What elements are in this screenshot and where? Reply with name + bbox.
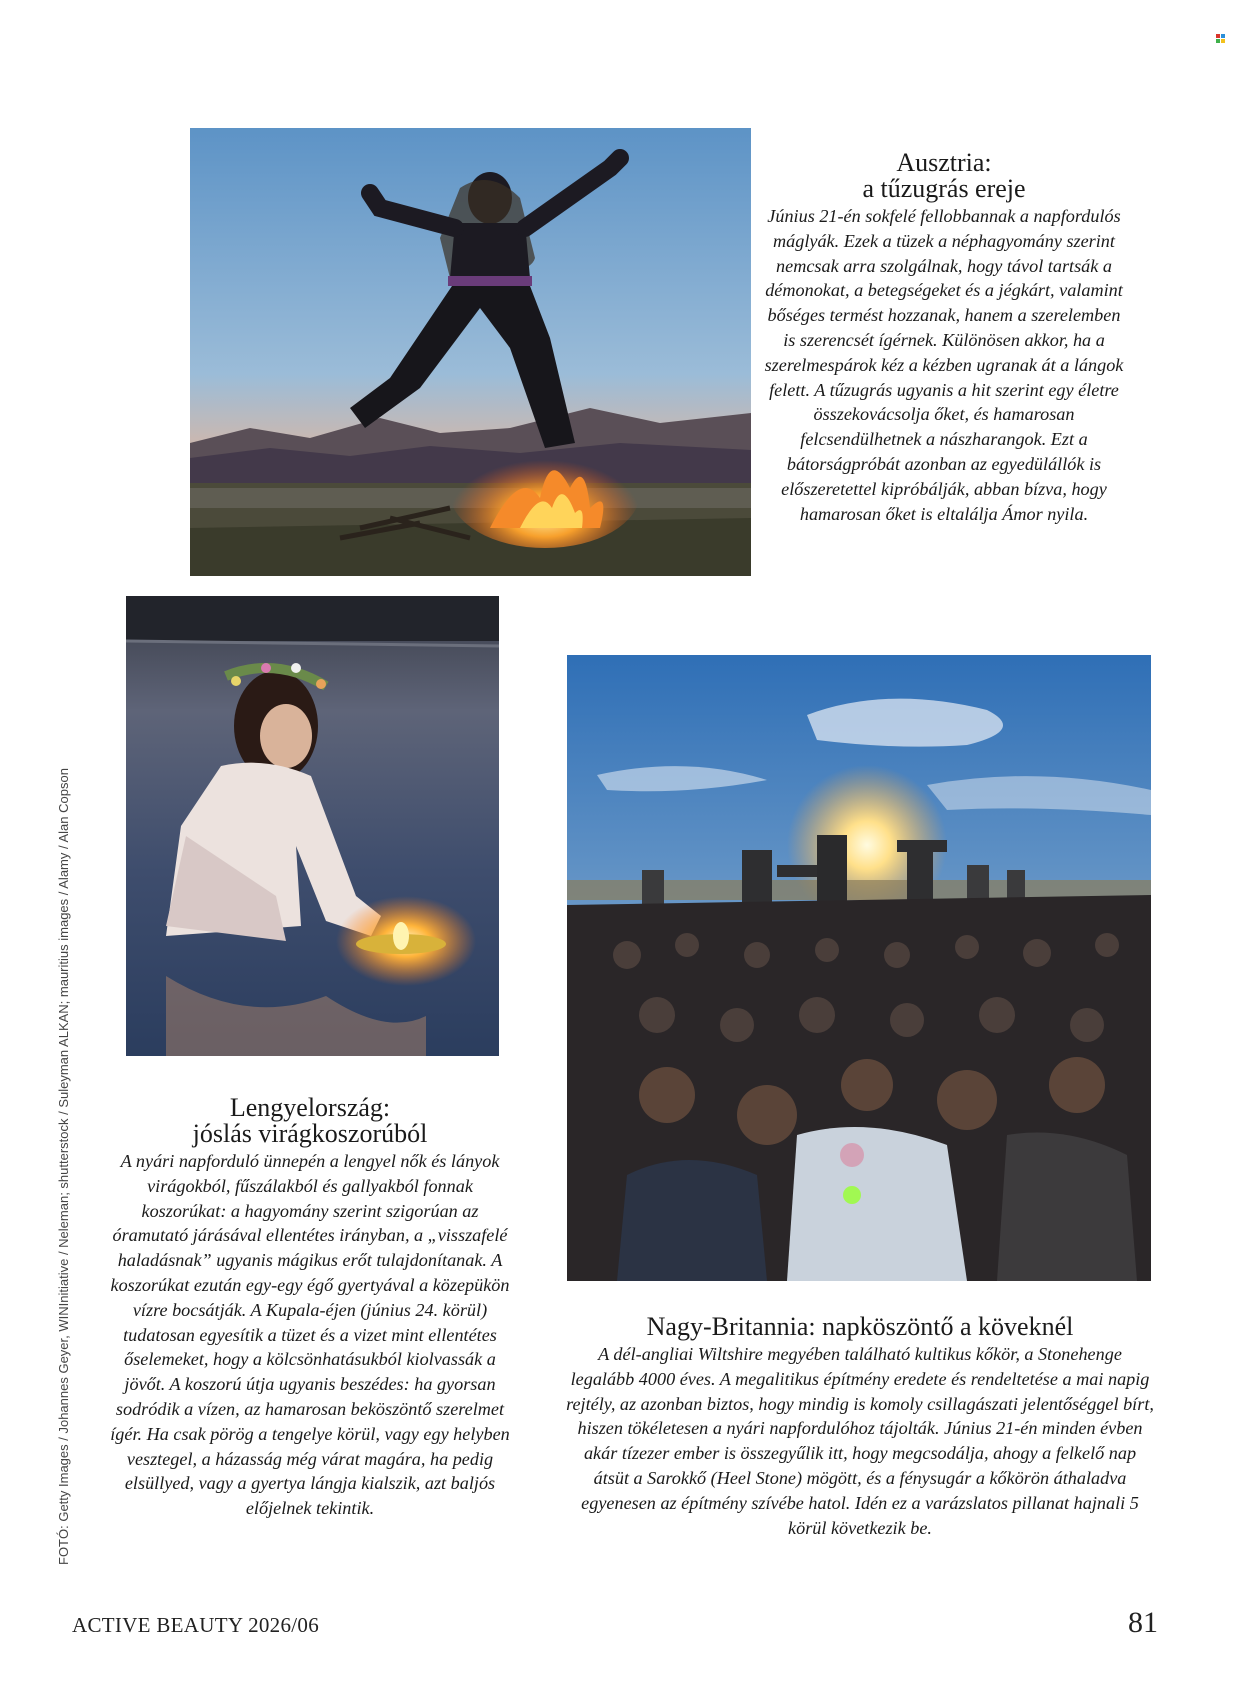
article-britain [565,1314,1155,1540]
footer-page-number: 81 [1128,1606,1158,1639]
photo-stonehenge [567,655,1151,1281]
footer-magazine: ACTIVE BEAUTY 2026/06 [72,1613,319,1637]
britain-body: A dél-angliai Wiltshire megyében található kultikus kőkör, a Stonehenge legalább 4000 éves. A megalitikus építmény eredete és rendeltetése a mai napig rejtély, az azonban biztos, hogy mindig is komoly csillagászati jelentőséggel bírt, hiszen tökéletesen a nyári napfordulóhoz tájolták. Június 21-én minden évben akár tízezer ember is összegyűlik itt, hogy megcsodálja, ahogy a felkelő nap átsüt a Sarokkő (Heel Stone) mögött, és a fénysugár a kőkörön áthaladva egyenesen az építmény szívébe hatol. Idén ez a varázslatos pillanat hajnali 5 körül következik be. [566,1344,1154,1538]
photo-fire-jump [190,128,751,576]
austria-title-line2: a tűzugrás ereje [862,174,1026,203]
poland-title-line1: Lengyelország: [229,1093,391,1122]
britain-title: Nagy-Britannia: napköszöntő a köveknél [646,1312,1074,1341]
poland-title-line2: jóslás virágkoszorúból [192,1119,428,1148]
photo-credit: FOTÓ: Getty Images / Johannes Geyer, WINInitiative / Neleman; shutterstock / Suleyman ALKAN; mauritius images / Alamy / Alan Copson [56,768,71,1565]
photo-wreath-lake [126,596,499,1056]
article-austria [764,150,1124,526]
article-poland [110,1095,510,1521]
austria-body: Június 21-én sokfelé fellobbannak a napfordulós máglyák. Ezek a tüzek a néphagyomány szerint nemcsak arra szolgálnak, hogy távol tartsák a démonokat, a betegségeket és a jégkárt, valamint bőséges termést hozzanak, hanem a szerelemben is szerencsét ígérnek. Különösen akkor, ha a szerelmespárok kéz a kézben ugranak át a lángok felett. A tűzugrás ugyanis a hit szerint egy életre összekovácsolja őket, és hamarosan felcsendülhetnek a nászharangok. Ezt a bátorságpróbát azonban az egyedülállók is előszeretettel kipróbálják, abban bízva, hogy hamarosan őket is eltalálja Ámor nyila. [764,206,1124,524]
poland-body: A nyári napforduló ünnepén a lengyel nők és lányok virágokból, fűszálakból és gallyakból fonnak koszorúkat: a hagyomány szerint szigorúan az óramutató járásával ellentétes irányban, a „visszafelé haladásnak” ugyanis mágikus erőt tulajdonítanak. A koszorúkat ezután egy-egy égő gyertyával a közepükön vízre bocsátják. A Kupala-éjen (június 24. körül) tudatosan egyesítik a tüzet és a vizet mint ellentétes őselemeket, hogy a kölcsönhatásukból kiolvassák a jövőt. A koszorú útja ugyanis beszédes: ha gyorsan sodródik a vízen, az hamarosan beköszöntő szerelmet ígér. Ha csak pörög a tengelye körül, vagy egy helyben vesztegel, a házasság még várat magára, ha pedig elsüllyed, vagy a gyertya lángja kialszik, azt baljós előjelnek tekintik. [110,1151,510,1519]
austria-title-line1: Ausztria: [896,148,992,177]
corner-mark-icon [1216,34,1225,43]
